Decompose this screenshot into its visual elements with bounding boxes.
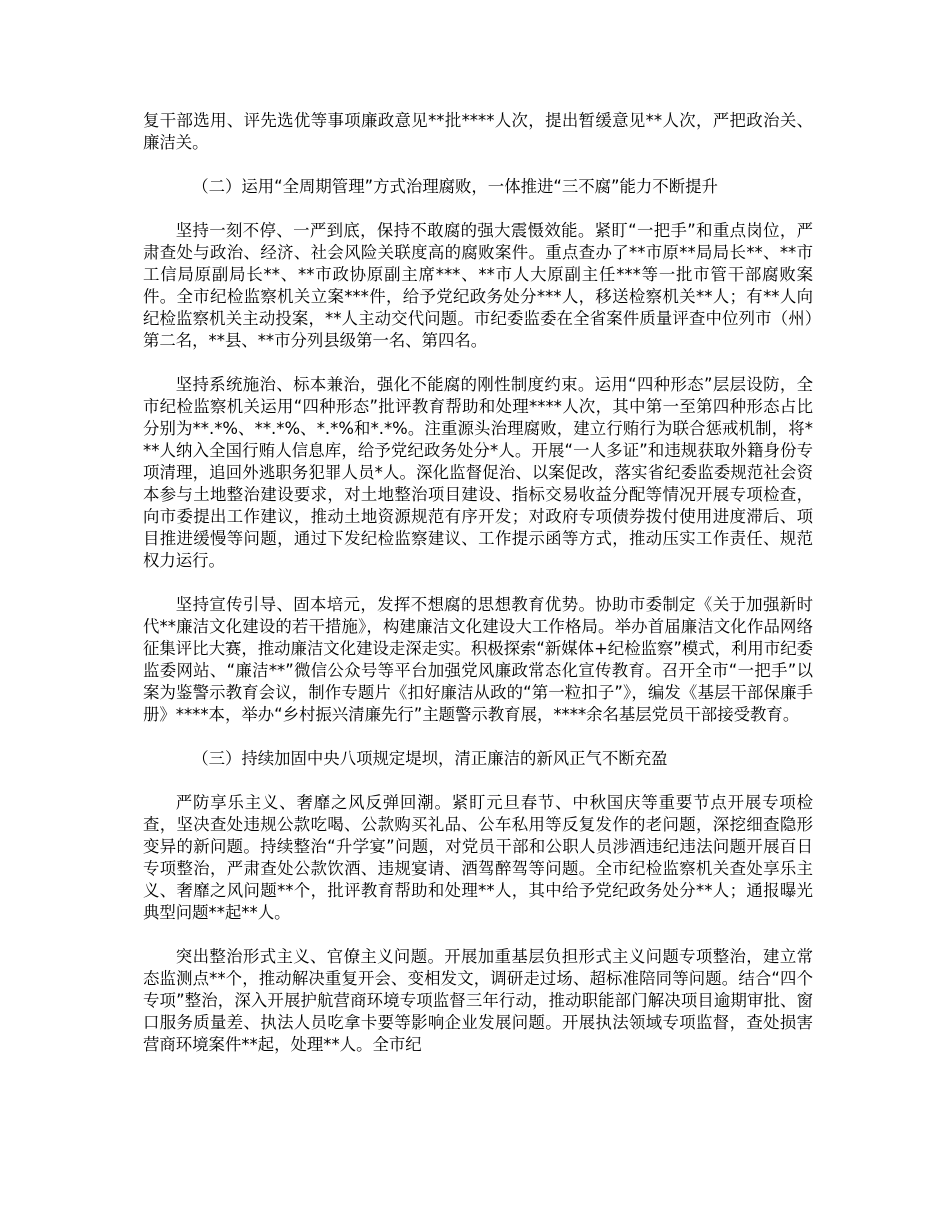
paragraph-formalism: 突出整治形式主义、官僚主义问题。开展加重基层负担形式主义问题专项整治，建立常态监测点**个，推动解决重复开会、变相发文，调研走过场、超标准陪同等问题。结合“四个专项”整治，深入开展护航营商环境专项监督三年行动，推动职能部门解决项目逾期审批、窗口服务质量差、执法人员吃拿卡要等影响企业发展问题。开展执法领域专项监督，查处损害营商环境案件**起，处理**人。全市纪 [143, 947, 813, 1054]
paragraph-gap [143, 726, 813, 748]
paragraph-continued: 复干部选用、评先选优等事项廉政意见**批****人次，提出暂缓意见**人次，严把政治关、廉洁关。 [143, 111, 813, 152]
section-heading-2: （二）运用“全周期管理”方式治理腐败，一体推进“三不腐”能力不断提升 [192, 177, 718, 196]
paragraph-education: 坚持宣传引导、固本培元，发挥不想腐的思想教育优势。协助市委制定《关于加强新时代**廉洁文化建设的若干措施》，构建廉洁文化建设大工作格局。举办首届廉洁文化作品网络征集评比大赛，推动廉洁文化建设走深走实。积极探索“新媒体+纪检监察”模式，利用市纪委监委网站、“廉洁**”微信公众号等平台加强党风廉政常态化宣传教育。召开全市“一把手”以案为鉴警示教育会议，制作专题片《扣好廉洁从政的“第一粒扣子”》，编发《基层干部保廉手册》****本，举办“乡村振兴清廉先行”主题警示教育展，****余名基层党员干部接受教育。 [143, 595, 813, 724]
paragraph-gap [143, 924, 813, 946]
paragraph-gap [143, 572, 813, 594]
paragraph-gap [143, 770, 813, 792]
document-page [143, 110, 813, 1056]
paragraph-gap [143, 198, 813, 220]
paragraph-institutional-constraint: 坚持系统施治、标本兼治，强化不能腐的刚性制度约束。运用“四种形态”层层设防，全市纪检监察机关运用“四种形态”批评教育帮助和处理****人次，其中第一至第四种形态占比分别为**.*%、**.*%、*.*%和*.*%。注重源头治理腐败，建立行贿行为联合惩戒机制，将***人纳入全国行贿人信息库，给予党纪政务处分*人。开展“一人多证”和违规获取外籍身份专项清理，追回外逃职务犯罪人员*人。深化监督促治、以案促改，落实省纪委监委规范社会资本参与土地整治建设要求，对土地整治项目建设、指标交易收益分配等情况开展专项检查，向市委提出工作建议，推动土地资源规范有序开发；对政府专项债券拨付使用进度滞后、项目推进缓慢等问题，通过下发纪检监察建议、工作提示函等方式，推动压实工作责任、规范权力运行。 [143, 375, 813, 570]
section-heading-3: （三）持续加固中央八项规定堤坝，清正廉洁的新风正气不断充盈 [192, 749, 668, 768]
paragraph-hedonism: 严防享乐主义、奢靡之风反弹回潮。紧盯元旦春节、中秋国庆等重要节点开展专项检查，坚决查处违规公款吃喝、公款购买礼品、公车私用等反复发作的老问题，深挖细查隐形变异的新问题。持续整治“升学宴”问题，对党员干部和公职人员涉酒违纪违法问题开展百日专项整治，严肃查处公款饮酒、违规宴请、酒驾醉驾等问题。全市纪检监察机关查处享乐主义、奢靡之风问题**个，批评教育帮助和处理**人，其中给予党纪政务处分**人；通报曝光典型问题**起**人。 [143, 793, 813, 922]
paragraph-gap [143, 352, 813, 374]
paragraph-deterrence: 坚持一刻不停、一严到底，保持不敢腐的强大震慑效能。紧盯“一把手”和重点岗位，严肃查处与政治、经济、社会风险关联度高的腐败案件。重点查办了**市原**局局长**、**市工信局原副局长**、**市政协原副主席***、**市人大原副主任***等一批市管干部腐败案件。全市纪检监察机关立案***件，给予党纪政务处分***人，移送检察机关**人；有**人向纪检监察机关主动投案，**人主动交代问题。市纪委监委在全省案件质量评查中位列市（州）第二名，**县、**市分列县级第一名、第四名。 [143, 221, 813, 350]
paragraph-gap [143, 154, 813, 176]
